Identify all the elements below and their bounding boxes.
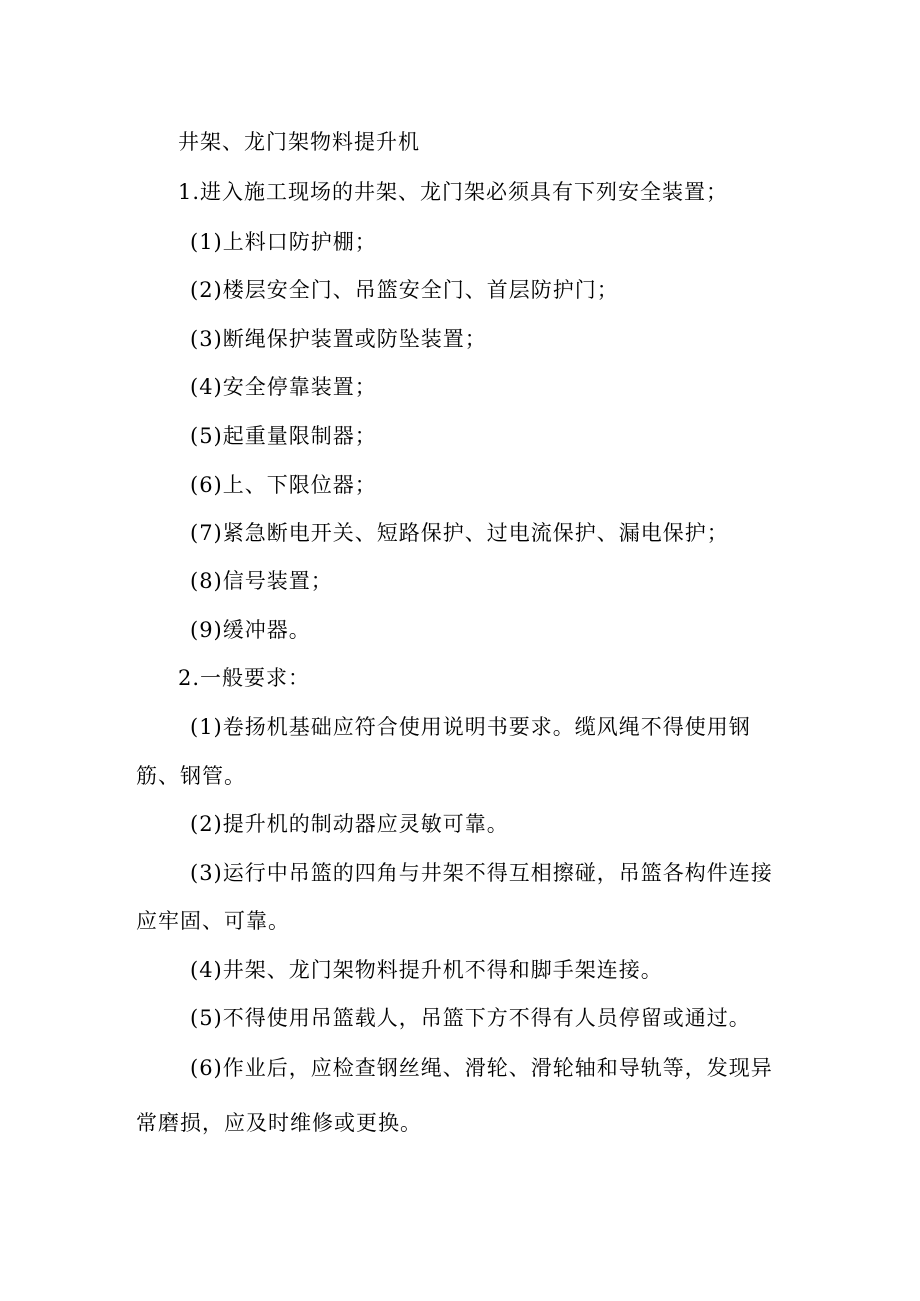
section-1-heading: 1.进入施工现场的井架、龙门架必须具有下列安全装置； bbox=[178, 180, 729, 204]
document-title: 井架、龙门架物料提升机 bbox=[178, 130, 420, 154]
section-2-item-3-line-2: 应牢固、可靠。 bbox=[136, 909, 290, 933]
section-1-item-2: (2)楼层安全门、吊篮安全门、首层防护门； bbox=[190, 278, 619, 302]
section-1-item-6: (6)上、下限位器； bbox=[190, 473, 377, 497]
section-1-item-3: (3)断绳保护装置或防坠装置； bbox=[190, 327, 487, 351]
section-1-item-5: (5)起重量限制器； bbox=[190, 424, 377, 448]
section-2-item-1-line-2: 筋、钢管。 bbox=[136, 764, 246, 788]
section-1-item-1: (1)上料口防护棚； bbox=[190, 230, 377, 254]
section-2-item-6-line-2: 常磨损，应及时维修或更换。 bbox=[136, 1111, 422, 1135]
section-1-item-8: (8)信号装置； bbox=[190, 569, 333, 593]
section-2-heading: 2.一般要求： bbox=[178, 666, 311, 690]
section-2-item-3-line-1: (3)运行中吊篮的四角与井架不得互相擦碰，吊篮各构件连接 bbox=[190, 861, 773, 885]
section-1-item-7: (7)紧急断电开关、短路保护、过电流保护、漏电保护； bbox=[190, 521, 729, 545]
section-2-item-4: (4)井架、龙门架物料提升机不得和脚手架连接。 bbox=[190, 958, 663, 982]
section-2-item-5: (5)不得使用吊篮载人，吊篮下方不得有人员停留或通过。 bbox=[190, 1006, 751, 1030]
section-2-item-6-line-1: (6)作业后，应检查钢丝绳、滑轮、滑轮轴和导轨等，发现异 bbox=[190, 1056, 773, 1080]
section-2-item-1-line-1: (1)卷扬机基础应符合使用说明书要求。缆风绳不得使用钢 bbox=[190, 715, 751, 739]
section-2-item-2: (2)提升机的制动器应灵敏可靠。 bbox=[190, 812, 509, 836]
section-1-item-4: (4)安全停靠装置； bbox=[190, 375, 377, 399]
section-1-item-9: (9)缓冲器。 bbox=[190, 618, 311, 642]
